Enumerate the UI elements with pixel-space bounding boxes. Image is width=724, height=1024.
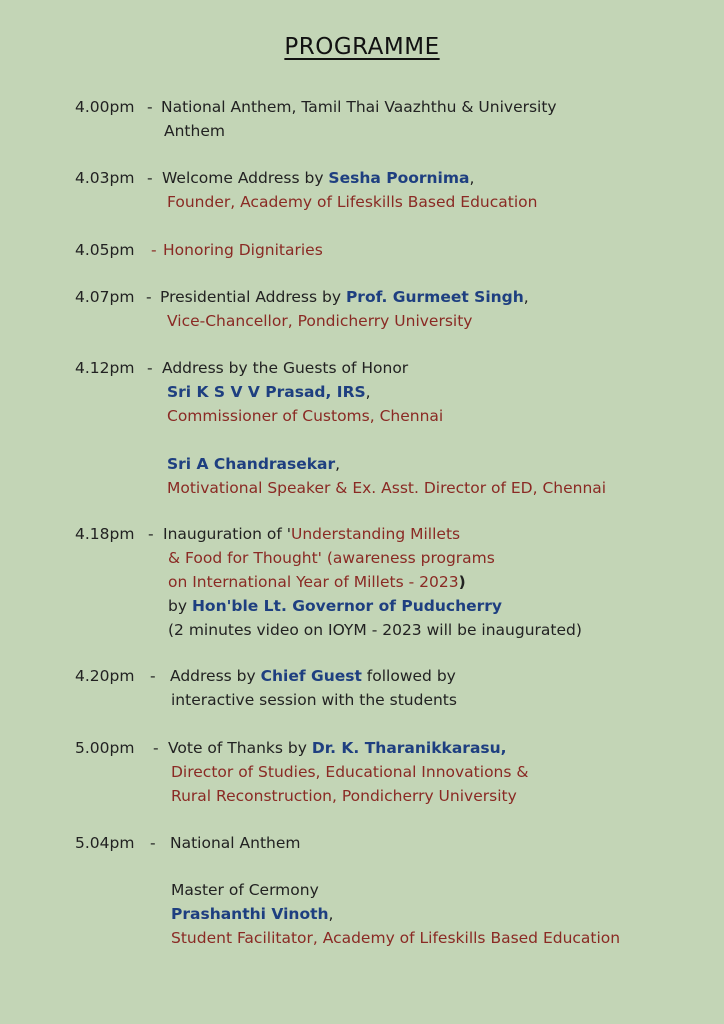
speaker-name: Sri A Chandrasekar [167, 455, 336, 473]
programme-title-continued: & Food for Thought' (awareness programs [168, 549, 495, 567]
item-description: Inauguration of ' [163, 525, 291, 543]
item-text: National Anthem [170, 834, 301, 852]
item-note: (2 minutes video on IOYM - 2023 will be inaugurated) [168, 621, 582, 639]
programme-title: Understanding Millets [291, 525, 461, 543]
speaker-role: Director of Studies, Educational Innovations & [171, 763, 529, 781]
item-time: 4.18pm [75, 525, 135, 543]
closing-paren: ) [458, 573, 466, 591]
mc-role: Student Facilitator, Academy of Lifeskills Based Education [171, 929, 621, 947]
comma: , [335, 455, 341, 473]
item-time: 4.20pm [75, 667, 135, 685]
item-text [170, 664, 456, 688]
mc-label: Master of Cermony [171, 881, 319, 899]
item-text-continued: Anthem [164, 122, 225, 140]
item-text [160, 285, 529, 309]
item-separator: - [147, 98, 153, 116]
comma: , [523, 288, 529, 306]
item-description-continued: followed by [361, 667, 456, 685]
by-label: by [168, 597, 192, 615]
item-text [168, 736, 507, 760]
item-description: Presidential Address by [160, 288, 346, 306]
item-time: 4.00pm [75, 98, 135, 116]
speaker-role: Founder, Academy of Lifeskills Based Education [167, 193, 538, 211]
item-separator: - [153, 739, 159, 757]
item-time: 4.03pm [75, 169, 135, 187]
speaker-name: Hon'ble Lt. Governor of Puducherry [191, 597, 503, 615]
item-text [163, 522, 460, 546]
item-time: 5.00pm [75, 739, 135, 757]
item-description: Welcome Address by [162, 169, 329, 187]
item-text: National Anthem, Tamil Thai Vaazhthu & University [161, 98, 557, 116]
mc-name: Prashanthi Vinoth [171, 905, 329, 923]
item-separator: - [146, 288, 152, 306]
inaugurated-by [168, 594, 502, 618]
item-time: 5.04pm [75, 834, 135, 852]
item-text: Honoring Dignitaries [163, 241, 323, 259]
guest-2 [167, 452, 340, 476]
item-separator: - [148, 525, 154, 543]
comma: , [469, 169, 475, 187]
item-time: 4.05pm [75, 241, 135, 259]
item-time: 4.07pm [75, 288, 135, 306]
programme-title-text: on International Year of Millets - 2023 [168, 573, 459, 591]
item-text: Address by the Guests of Honor [162, 359, 409, 377]
page-title: PROGRAMME [284, 34, 440, 60]
programme-title-end [168, 570, 466, 594]
speaker-name: Chief Guest [260, 667, 362, 685]
speaker-role: Vice-Chancellor, Pondicherry University [167, 312, 473, 330]
comma: , [365, 383, 371, 401]
item-separator: - [147, 169, 153, 187]
speaker-name: Dr. K. Tharanikkarasu, [311, 739, 507, 757]
item-separator: - [150, 667, 156, 685]
item-separator: - [147, 359, 153, 377]
speaker-role: Commissioner of Customs, Chennai [167, 407, 444, 425]
speaker-name: Sri K S V V Prasad, IRS [167, 383, 366, 401]
speaker-role-continued: Rural Reconstruction, Pondicherry University [171, 787, 517, 805]
guest-1 [167, 380, 371, 404]
item-time: 4.12pm [75, 359, 135, 377]
item-text-continued: interactive session with the students [171, 691, 457, 709]
item-separator: - [151, 241, 157, 259]
item-separator: - [150, 834, 156, 852]
item-text [162, 166, 474, 190]
speaker-name: Prof. Gurmeet Singh [345, 288, 524, 306]
speaker-role: Motivational Speaker & Ex. Asst. Director of ED, Chennai [167, 479, 607, 497]
speaker-name: Sesha Poornima [328, 169, 470, 187]
item-description: Address by [170, 667, 261, 685]
mc-name-line [171, 902, 333, 926]
comma: , [328, 905, 334, 923]
item-description: Vote of Thanks by [168, 739, 312, 757]
